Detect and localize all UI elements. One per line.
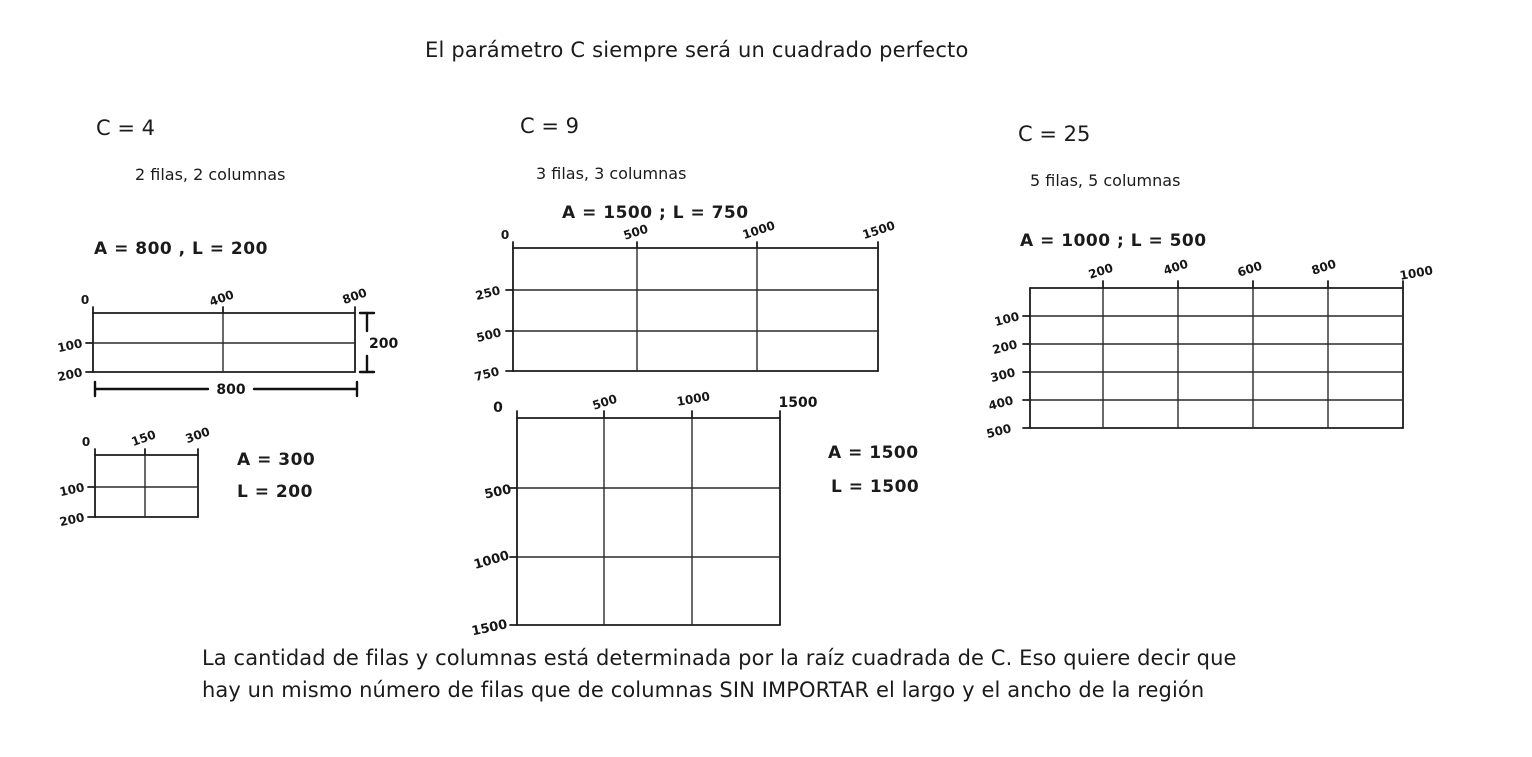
grid-c4-large-lines: [93, 313, 355, 372]
grid-c25-lines: [1030, 288, 1403, 428]
y-tick-label: 750: [473, 364, 501, 384]
x-tick-label: 200: [1086, 260, 1115, 282]
x-tick-label: 1000: [675, 389, 711, 409]
section-c25-heading: C = 25: [1018, 122, 1091, 146]
y-tick-label: 1500: [470, 617, 509, 640]
y-tick-label: 500: [985, 421, 1013, 441]
y-tick-label: 500: [475, 325, 503, 345]
x-tick-label: 400: [1161, 256, 1190, 278]
grid-c4-small-lines: [95, 455, 198, 517]
grid-c9-bottom-length-label: L = 1500: [831, 477, 920, 497]
grid-c4-small-ticks: [88, 449, 198, 517]
y-tick-label: 100: [56, 336, 84, 356]
y-tick-label: 200: [58, 510, 86, 530]
x-tick-label: 1000: [1398, 263, 1434, 283]
grid-c4-small-area-label: A = 300: [237, 450, 316, 470]
y-tick-label: 250: [474, 283, 502, 303]
section-c25-rowscols: 5 filas, 5 columnas: [1030, 171, 1181, 190]
x-tick-label: 300: [183, 424, 212, 447]
y-tick-label: 100: [993, 309, 1021, 329]
page-title: El parámetro C siempre será un cuadrado perfecto: [425, 38, 969, 62]
section-c25-params: A = 1000 ; L = 500: [1020, 231, 1207, 251]
grid-c9-bottom-area-label: A = 1500: [828, 443, 919, 463]
x-tick-label: 0: [80, 293, 90, 307]
grid-c9-bottom: [440, 389, 825, 643]
y-tick-label: 400: [987, 393, 1015, 413]
footer-line-1: La cantidad de filas y columnas está determinada por la raíz cuadrada de C. Eso quiere decir que: [202, 646, 1237, 670]
section-c4-params: A = 800 , L = 200: [94, 239, 268, 259]
section-c4-heading: C = 4: [96, 116, 155, 140]
grid-c25: [980, 255, 1465, 445]
grid-c9-top-ticks: [506, 242, 878, 371]
y-tick-label: 200: [56, 365, 84, 385]
grid-c9-bottom-ticks: [510, 411, 780, 625]
height-dimension-label: 200: [369, 336, 399, 352]
grid-c9-top: [460, 218, 905, 390]
grid-c9-bottom-lines: [517, 418, 780, 625]
x-tick-label: 600: [1235, 258, 1264, 280]
y-tick-label: 100: [58, 480, 86, 500]
x-tick-label: 0: [493, 400, 503, 416]
footer-line-2: hay un mismo número de filas que de columnas SIN IMPORTAR el largo y el ancho de la región: [202, 678, 1205, 702]
section-c4-rowscols: 2 filas, 2 columnas: [135, 165, 286, 184]
x-tick-label: 500: [621, 221, 650, 243]
y-tick-label: 200: [991, 337, 1019, 357]
section-c9-rowscols: 3 filas, 3 columnas: [536, 164, 687, 183]
section-c9-heading: C = 9: [520, 114, 579, 138]
x-tick-label: 500: [590, 391, 619, 413]
grid-c4-large-ticks: [86, 307, 355, 372]
x-tick-label: 800: [1309, 256, 1338, 278]
grid-c4-large: [56, 285, 405, 410]
x-tick-label: 0: [500, 228, 510, 242]
y-tick-label: 300: [989, 365, 1017, 385]
width-dimension-label: 800: [216, 382, 246, 398]
grid-c4-small: [60, 415, 230, 530]
x-tick-label: 150: [129, 427, 158, 450]
x-tick-label: 0: [81, 435, 91, 449]
y-tick-label: 1000: [472, 548, 512, 573]
section-c9-params: A = 1500 ; L = 750: [562, 203, 749, 223]
x-tick-label: 1000: [740, 218, 777, 243]
grid-c9-top-lines: [513, 248, 878, 371]
x-tick-label: 1500: [778, 395, 818, 411]
x-tick-label: 400: [207, 287, 236, 310]
x-tick-label: 1500: [860, 218, 897, 243]
y-tick-label: 500: [483, 482, 513, 503]
grid-c25-ticks: [1023, 281, 1403, 428]
grid-c4-small-length-label: L = 200: [237, 482, 313, 502]
x-tick-label: 800: [340, 285, 369, 308]
